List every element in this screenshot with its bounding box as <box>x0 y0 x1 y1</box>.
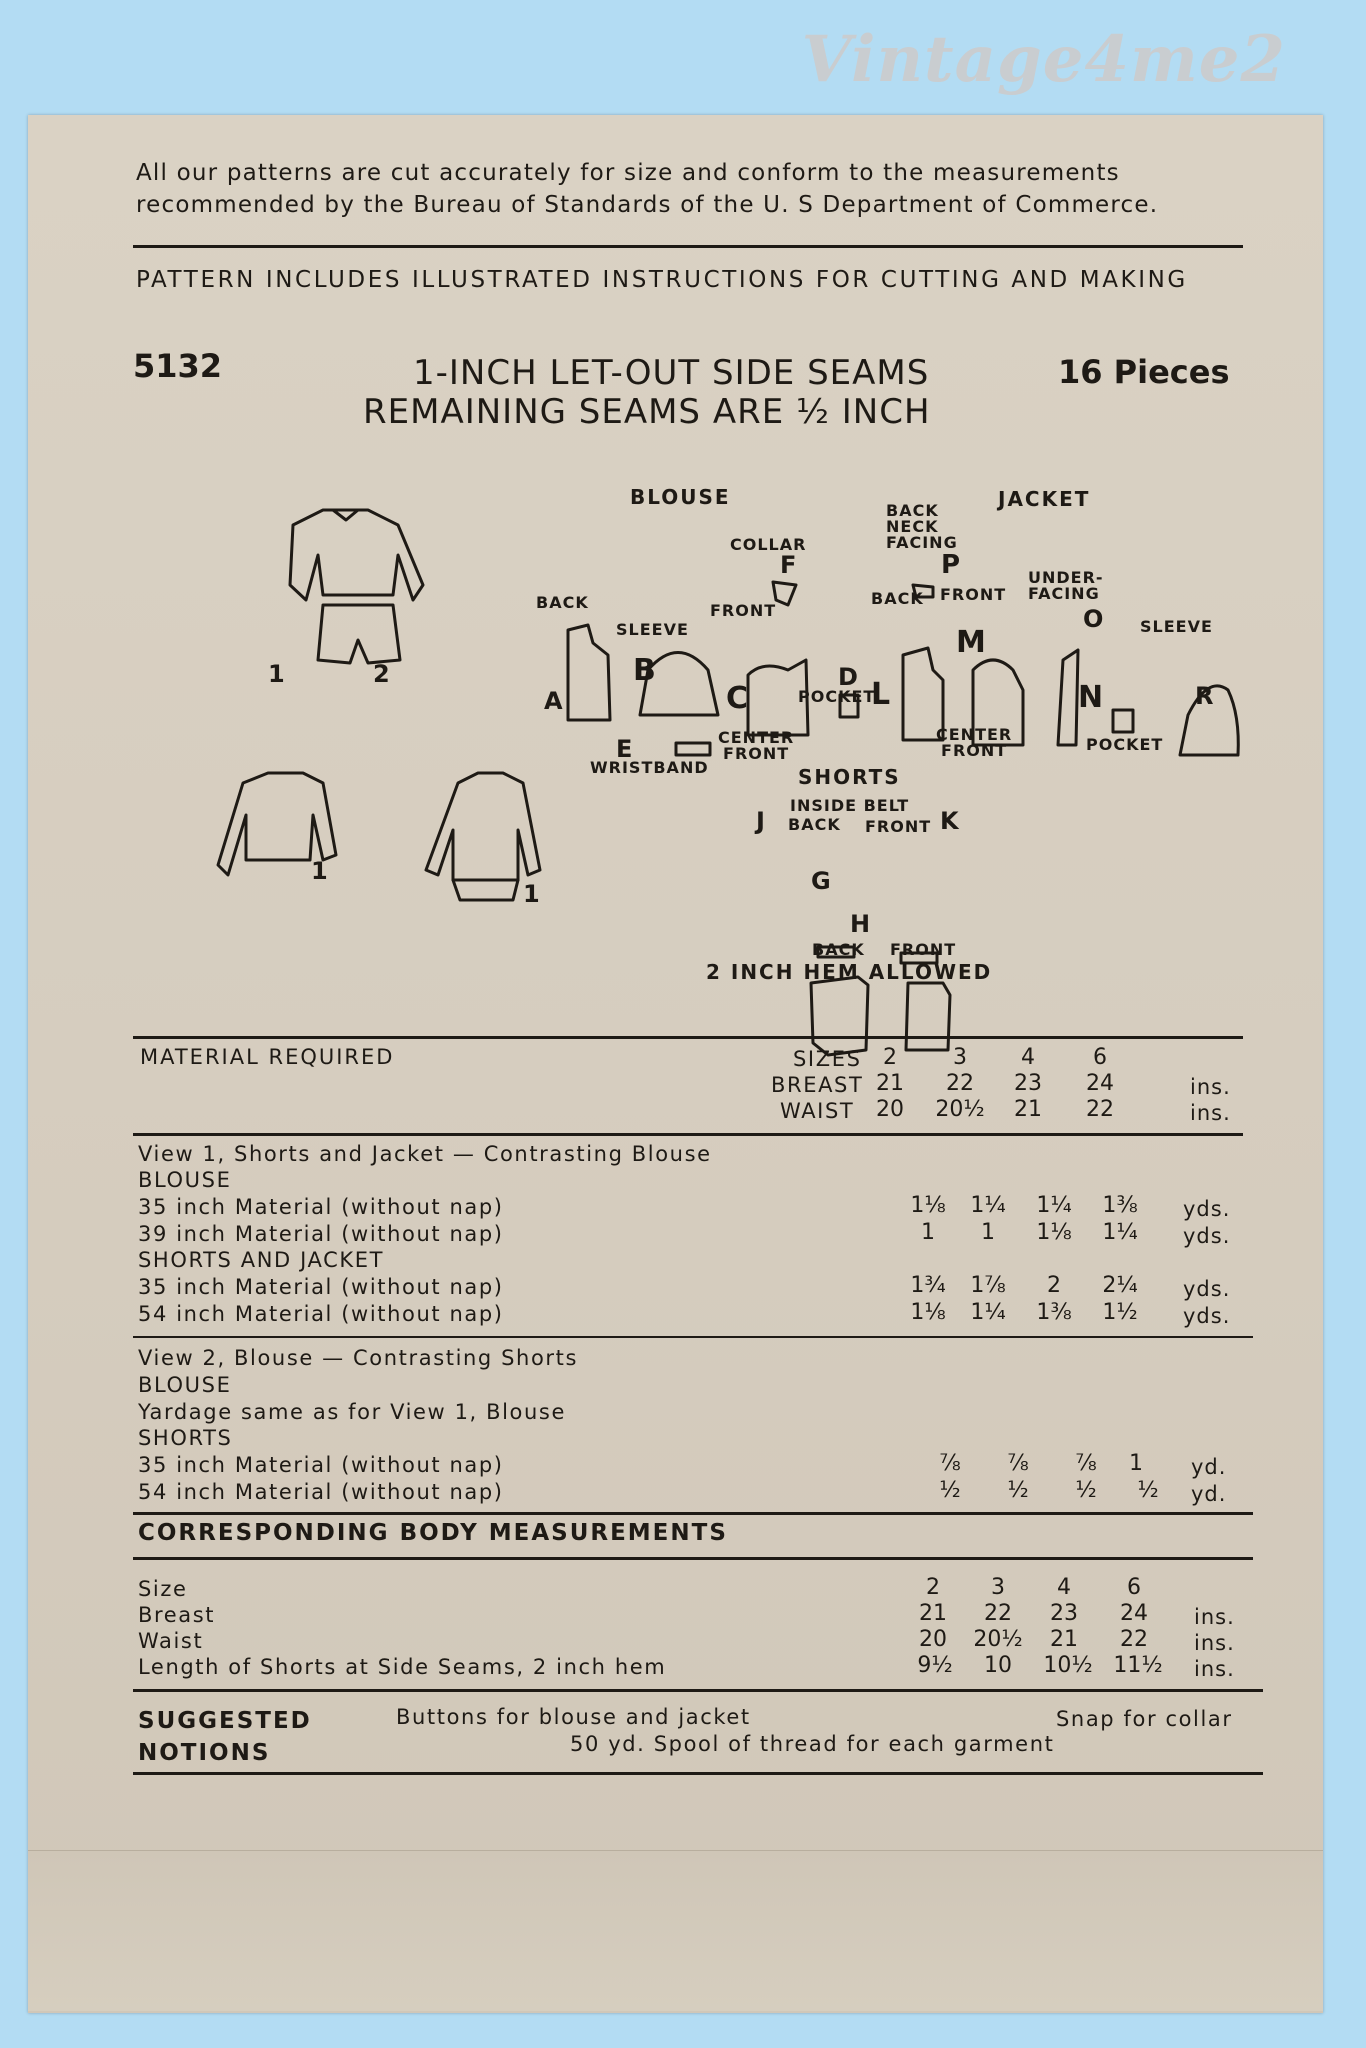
view1-number-back: 1 <box>523 880 540 908</box>
letter-O: O <box>1083 605 1104 633</box>
body-length-3: 10 <box>984 1653 1012 1678</box>
letter-C: C <box>726 681 749 716</box>
view2-row-1-label: 35 inch Material (without nap) <box>138 1453 504 1477</box>
waist-label: WAIST <box>780 1099 855 1123</box>
body-breast-6: 24 <box>1120 1601 1148 1626</box>
view1-row-4-v2: 1¼ <box>970 1300 1006 1325</box>
seam-heading-2: REMAINING SEAMS ARE ½ INCH <box>363 392 931 432</box>
body-waist-4: 21 <box>1050 1627 1078 1652</box>
body-waist-2: 20 <box>919 1627 947 1652</box>
size-2: 2 <box>883 1045 897 1070</box>
notions-buttons: Buttons for blouse and jacket <box>396 1705 751 1729</box>
pattern-number: 5132 <box>133 347 223 385</box>
view1-row-1-label: 35 inch Material (without nap) <box>138 1195 504 1219</box>
divider <box>133 1133 1243 1136</box>
jacket-center-front-label <box>936 727 1012 759</box>
body-waist-3: 20½ <box>973 1627 1023 1652</box>
collar-label: COLLAR <box>730 535 807 554</box>
uf-line-1: UNDER- <box>1028 568 1104 587</box>
pieces-count: 16 Pieces <box>1058 353 1230 391</box>
blouse-pocket-label: POCKET <box>798 687 876 706</box>
view2-blouse: BLOUSE <box>138 1373 232 1397</box>
view2-row-1-v1: ⅞ <box>939 1451 961 1476</box>
under-facing-label <box>1028 570 1104 602</box>
jcf-line-2: FRONT <box>941 741 1008 760</box>
includes-text: PATTERN INCLUDES ILLUSTRATED INSTRUCTIONS FOR CUTTING AND MAKING <box>136 267 1188 293</box>
blouse-center-front-label <box>718 730 794 762</box>
letter-A: A <box>544 687 563 715</box>
notions-thread: 50 yd. Spool of thread for each garment <box>570 1732 1055 1756</box>
jacket-label: JACKET <box>998 487 1091 511</box>
shorts-front-label: FRONT <box>890 940 957 959</box>
size-6: 6 <box>1093 1045 1107 1070</box>
notions-label <box>138 1705 312 1769</box>
letter-J: J <box>756 807 765 835</box>
view1-row-2-v2: 1 <box>981 1220 995 1245</box>
wristband-label: WRISTBAND <box>590 758 709 777</box>
blouse-back-label: BACK <box>536 593 589 612</box>
waist-4: 21 <box>1014 1097 1042 1122</box>
view1-row-1-unit: yds. <box>1183 1197 1231 1221</box>
view2-number-left: 1 <box>268 660 285 688</box>
view1-row-2-unit: yds. <box>1183 1224 1231 1248</box>
view2-yardage-note: Yardage same as for View 1, Blouse <box>138 1400 566 1424</box>
view2-row-2-label: 54 inch Material (without nap) <box>138 1480 504 1504</box>
material-title: MATERIAL REQUIRED <box>140 1045 395 1069</box>
body-row-length-label: Length of Shorts at Side Seams, 2 inch hem <box>138 1655 667 1679</box>
letter-R: R <box>1195 682 1214 710</box>
view2-number-right: 2 <box>373 660 390 688</box>
body-row-breast-label: Breast <box>138 1603 216 1627</box>
letter-M: M <box>956 625 986 660</box>
divider <box>133 1036 1243 1039</box>
sizes-label: SIZES <box>793 1047 862 1071</box>
body-waist-unit: ins. <box>1194 1631 1235 1655</box>
blouse-label: BLOUSE <box>630 485 731 509</box>
divider <box>133 1512 1253 1515</box>
letter-E: E <box>616 735 633 763</box>
waist-unit: ins. <box>1190 1101 1231 1125</box>
view1-row-3-unit: yds. <box>1183 1277 1231 1301</box>
view2-row-2-v3: ½ <box>1075 1478 1097 1503</box>
blouse-front-label: FRONT <box>710 601 777 620</box>
body-breast-3: 22 <box>984 1601 1012 1626</box>
notions-label-line-2: NOTIONS <box>138 1740 271 1766</box>
divider <box>133 1557 1253 1560</box>
seam-heading-1: 1-INCH LET-OUT SIDE SEAMS <box>413 353 930 393</box>
letter-H: H <box>850 910 871 938</box>
view2-row-2-unit: yd. <box>1191 1482 1227 1506</box>
envelope-flap <box>28 1850 1323 2011</box>
size-3: 3 <box>953 1045 967 1070</box>
view2-shorts: SHORTS <box>138 1426 233 1450</box>
jacket-sleeve-label: SLEEVE <box>1140 617 1213 636</box>
view1-blouse: BLOUSE <box>138 1168 232 1192</box>
shorts-back-piece <box>811 977 868 1055</box>
view1-number-jacket: 1 <box>311 857 328 885</box>
bnf-line-3: FACING <box>886 533 958 552</box>
waist-3: 20½ <box>935 1097 985 1122</box>
shorts-diagram <box>28 115 1323 1115</box>
view1-row-3-v3: 2 <box>1047 1273 1061 1298</box>
divider <box>133 1336 1253 1338</box>
shorts-back-label: BACK <box>812 940 865 959</box>
watermark: Vintage4me2 <box>801 22 1286 97</box>
view2-row-1-v4: 1 <box>1129 1451 1143 1476</box>
body-breast-2: 21 <box>919 1601 947 1626</box>
view1-row-3-v1: 1¾ <box>910 1273 946 1298</box>
uf-line-2: FACING <box>1028 584 1100 603</box>
shorts-label: SHORTS <box>798 765 901 789</box>
jacket-back-label: BACK <box>871 589 924 608</box>
hem-note: 2 INCH HEM ALLOWED <box>706 960 993 984</box>
breast-4: 23 <box>1014 1071 1042 1096</box>
view1-row-3-v2: 1⅞ <box>970 1273 1006 1298</box>
bcf-line-1: CENTER <box>718 728 795 747</box>
breast-3: 22 <box>946 1071 974 1096</box>
breast-6: 24 <box>1086 1071 1114 1096</box>
view2-row-1-unit: yd. <box>1191 1455 1227 1479</box>
letter-F: F <box>780 551 797 579</box>
view2-row-1-v2: ⅞ <box>1007 1451 1029 1476</box>
body-length-unit: ins. <box>1194 1657 1235 1681</box>
jacket-pocket-label: POCKET <box>1086 735 1164 754</box>
divider <box>133 1689 1263 1692</box>
intro-line-2: recommended by the Bureau of Standards of the U. S Department of Commerce. <box>136 192 1159 218</box>
belt-front-label: FRONT <box>865 817 932 836</box>
view1-row-1-v4: 1⅜ <box>1102 1193 1138 1218</box>
letter-P: P <box>941 550 961 580</box>
view1-row-1-v2: 1¼ <box>970 1193 1006 1218</box>
view1-title: View 1, Shorts and Jacket — Contrasting Blouse <box>138 1142 712 1166</box>
shorts-front-piece <box>906 983 950 1050</box>
notions-label-line-1: SUGGESTED <box>138 1708 312 1734</box>
view2-row-2-v2: ½ <box>1007 1478 1029 1503</box>
waist-2: 20 <box>876 1097 904 1122</box>
body-row-waist-label: Waist <box>138 1629 204 1653</box>
body-breast-unit: ins. <box>1194 1605 1235 1629</box>
belt-back-label: BACK <box>788 815 841 834</box>
breast-label: BREAST <box>771 1073 864 1097</box>
view2-row-2-v1: ½ <box>939 1478 961 1503</box>
pattern-envelope-back <box>28 115 1323 2013</box>
body-length-2: 9½ <box>917 1653 953 1678</box>
view1-row-1-v1: 1⅛ <box>910 1193 946 1218</box>
view1-shorts-jacket: SHORTS AND JACKET <box>138 1248 385 1272</box>
bnf-line-1: BACK <box>886 501 939 520</box>
jacket-front-label: FRONT <box>940 585 1007 604</box>
body-length-6: 11½ <box>1113 1653 1163 1678</box>
view1-row-4-label: 54 inch Material (without nap) <box>138 1302 504 1326</box>
body-size-4: 4 <box>1057 1575 1071 1600</box>
back-neck-facing-label <box>886 503 958 551</box>
letter-G: G <box>811 867 831 895</box>
body-size-6: 6 <box>1127 1575 1141 1600</box>
intro-line-1: All our patterns are cut accurately for size and conform to the measurements <box>136 160 1120 186</box>
letter-K: K <box>940 807 959 835</box>
divider <box>133 1772 1263 1775</box>
view2-title: View 2, Blouse — Contrasting Shorts <box>138 1346 579 1370</box>
view1-row-2-label: 39 inch Material (without nap) <box>138 1222 504 1246</box>
notions-snap: Snap for collar <box>1056 1707 1233 1731</box>
blouse-sleeve-label: SLEEVE <box>616 620 689 639</box>
letter-L: L <box>871 677 891 712</box>
view1-row-4-v4: 1½ <box>1102 1300 1138 1325</box>
view1-row-4-unit: yds. <box>1183 1304 1231 1328</box>
body-breast-4: 23 <box>1050 1601 1078 1626</box>
bcf-line-2: FRONT <box>723 744 790 763</box>
view1-row-4-v1: 1⅛ <box>910 1300 946 1325</box>
body-waist-6: 22 <box>1120 1627 1148 1652</box>
body-size-2: 2 <box>926 1575 940 1600</box>
view1-row-1-v3: 1¼ <box>1036 1193 1072 1218</box>
view1-row-4-v3: 1⅜ <box>1036 1300 1072 1325</box>
breast-unit: ins. <box>1190 1075 1231 1099</box>
breast-2: 21 <box>876 1071 904 1096</box>
body-size-3: 3 <box>991 1575 1005 1600</box>
view1-row-2-v3: 1⅛ <box>1036 1220 1072 1245</box>
letter-B: B <box>633 653 656 688</box>
view1-row-2-v4: 1¼ <box>1102 1220 1138 1245</box>
letter-N: N <box>1078 680 1104 715</box>
view1-row-3-label: 35 inch Material (without nap) <box>138 1275 504 1299</box>
inside-belt-label: INSIDE BELT <box>790 796 910 815</box>
body-row-size-label: Size <box>138 1577 188 1601</box>
view1-row-2-v1: 1 <box>921 1220 935 1245</box>
body-title: CORRESPONDING BODY MEASUREMENTS <box>138 1520 728 1546</box>
size-4: 4 <box>1021 1045 1035 1070</box>
waist-6: 22 <box>1086 1097 1114 1122</box>
bnf-line-2: NECK <box>886 517 939 536</box>
letter-D: D <box>838 663 858 691</box>
body-length-4: 10½ <box>1043 1653 1093 1678</box>
jcf-line-1: CENTER <box>936 725 1013 744</box>
view1-row-3-v4: 2¼ <box>1102 1273 1138 1298</box>
view2-row-2-v4: ½ <box>1137 1478 1159 1503</box>
view2-row-1-v3: ⅞ <box>1075 1451 1097 1476</box>
